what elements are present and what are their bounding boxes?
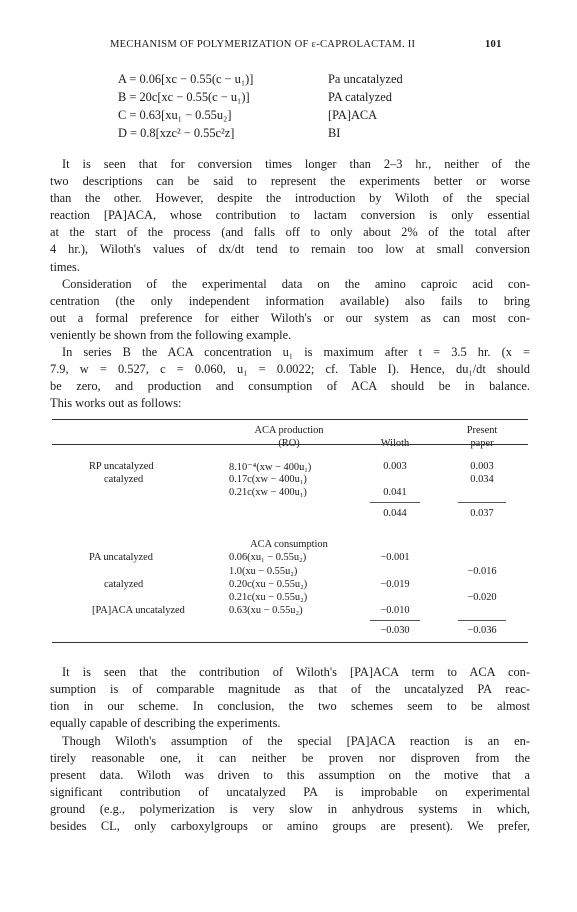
row-label: catalyzed	[104, 579, 144, 590]
text-line: than the other. However, despite the introduction by Wiloth of the special	[50, 191, 530, 206]
text-line: at the start of the process (and falls off to only about 2% of the total after	[50, 225, 530, 240]
present-value: −0.020	[467, 592, 497, 603]
text-line: be zero, and production and consumption of ACA should be in balance.	[50, 379, 530, 394]
text-line: Though Wiloth's assumption of the special [PA]ACA reaction is an en-	[62, 734, 530, 748]
text-line: ground (e.g., polymerization is very slow in anhydrous systems in which,	[50, 802, 530, 817]
column-header: ACA production	[254, 425, 324, 436]
text-line: veniently be shown from the following example.	[50, 328, 292, 343]
row-label: catalyzed	[104, 474, 144, 485]
column-header: Present	[466, 425, 498, 436]
text-line: reaction [PA]ACA, whose contribution to lactam conversion is only essential	[50, 208, 530, 223]
text-line: out a formal preference for either Wiloth's or our system as can most con-	[50, 311, 530, 326]
section-header: ACA consumption	[250, 539, 328, 550]
text-line: equally capable of describing the experiments.	[50, 716, 281, 731]
text-line: two descriptions can be said to represent the experiments better or worse	[50, 174, 530, 189]
subtotal-rule	[458, 502, 506, 503]
column-header: Wiloth	[380, 438, 410, 449]
text-line: In series B the ACA concentration u₁ is maximum after t = 3.5 hr. (x =	[62, 345, 530, 359]
row-label: [PA]ACA uncatalyzed	[92, 605, 185, 616]
present-value: −0.016	[467, 566, 497, 577]
text-line: 4 hr.), Wiloth's values of dx/dt tend to remain too low at small conversion	[50, 242, 530, 257]
equation: D = 0.8[xzc² − 0.55c²z]	[118, 126, 235, 140]
wiloth-value: −0.001	[380, 552, 410, 563]
row-formula: 0.20c(xu − 0.55u₂)	[229, 579, 308, 590]
wiloth-total: −0.030	[380, 625, 410, 636]
text-line: tion in our scheme. In conclusion, the two schemes seem to be almost	[50, 699, 530, 714]
row-label: PA uncatalyzed	[89, 552, 153, 563]
wiloth-value: 0.003	[383, 461, 407, 472]
table-bottom-rule	[52, 642, 528, 643]
wiloth-total: 0.044	[383, 508, 407, 519]
text-line: This works out as follows:	[50, 396, 182, 411]
row-formula: 0.21c(xu − 0.55u₂)	[229, 592, 308, 603]
row-formula: 0.17c(xw − 400u₁)	[229, 474, 307, 485]
page-number: 101	[485, 39, 502, 50]
running-head-title: MECHANISM OF POLYMERIZATION OF ε-CAPROLACTAM. II	[110, 39, 416, 50]
text-line: It is seen that for conversion times longer than 2–3 hr., neither of the	[62, 157, 530, 171]
text-line: present data. Wiloth was driven to this assumption on the motive that a	[50, 768, 530, 783]
text-line: Consideration of the experimental data on the amino caproic acid con-	[62, 277, 530, 291]
present-value: 0.034	[470, 474, 494, 485]
text-line: 7.9, w = 0.527, c = 0.060, u₁ = 0.0022; cf. Table I). Hence, du₁/dt should	[50, 362, 530, 377]
row-formula: 8.10⁻⁴(xw − 400u₁)	[229, 462, 312, 473]
wiloth-value: −0.019	[380, 579, 410, 590]
text-line: centration (the only independent information available) also fails to bring	[50, 294, 530, 309]
row-formula: 1.0(xu − 0.55u₂)	[229, 566, 298, 577]
wiloth-value: 0.041	[383, 487, 407, 498]
column-header: (RO)	[278, 438, 300, 449]
present-total: 0.037	[470, 508, 494, 519]
text-line: sumption is of comparable magnitude as that of the uncatalyzed PA reac-	[50, 682, 530, 697]
equation-note: BI	[328, 126, 341, 140]
paragraph-4	[50, 664, 530, 732]
subtotal-rule	[370, 620, 420, 621]
equation-note: Pa uncatalyzed	[328, 72, 403, 86]
equation: B = 20c[xc − 0.55(c − u₁)]	[118, 90, 250, 104]
text-line: significant contribution of uncatalyzed PA is improbable on experimental	[50, 785, 530, 800]
subtotal-rule	[458, 620, 506, 621]
present-total: −0.036	[467, 625, 497, 636]
paragraph-5	[50, 733, 530, 836]
wiloth-value: −0.010	[380, 605, 410, 616]
row-formula: 0.21c(xw − 400u₁)	[229, 487, 307, 498]
table-header-rule	[52, 444, 528, 445]
equation-note: PA catalyzed	[328, 90, 392, 104]
equation-note: [PA]ACA	[328, 108, 378, 122]
row-formula: 0.63(xu − 0.55u₂)	[229, 605, 303, 616]
column-header: paper	[470, 438, 494, 449]
equation: C = 0.63[xu₁ − 0.55u₂]	[118, 108, 232, 122]
text-line: times.	[50, 259, 80, 274]
row-formula: 0.06(xu₁ − 0.55u₂)	[229, 552, 307, 563]
equation: A = 0.06[xc − 0.55(c − u₁)]	[118, 72, 254, 86]
present-value: 0.003	[470, 461, 494, 472]
row-label: RP uncatalyzed	[89, 461, 154, 472]
text-line: besides CL, only carboxylgroups or amino groups are present). We prefer,	[50, 819, 530, 834]
subtotal-rule	[370, 502, 420, 503]
text-line: tirely reasonable one, it can neither be proven nor disproven from the	[50, 751, 530, 766]
text-line: It is seen that the contribution of Wiloth's [PA]ACA term to ACA con-	[62, 665, 530, 679]
